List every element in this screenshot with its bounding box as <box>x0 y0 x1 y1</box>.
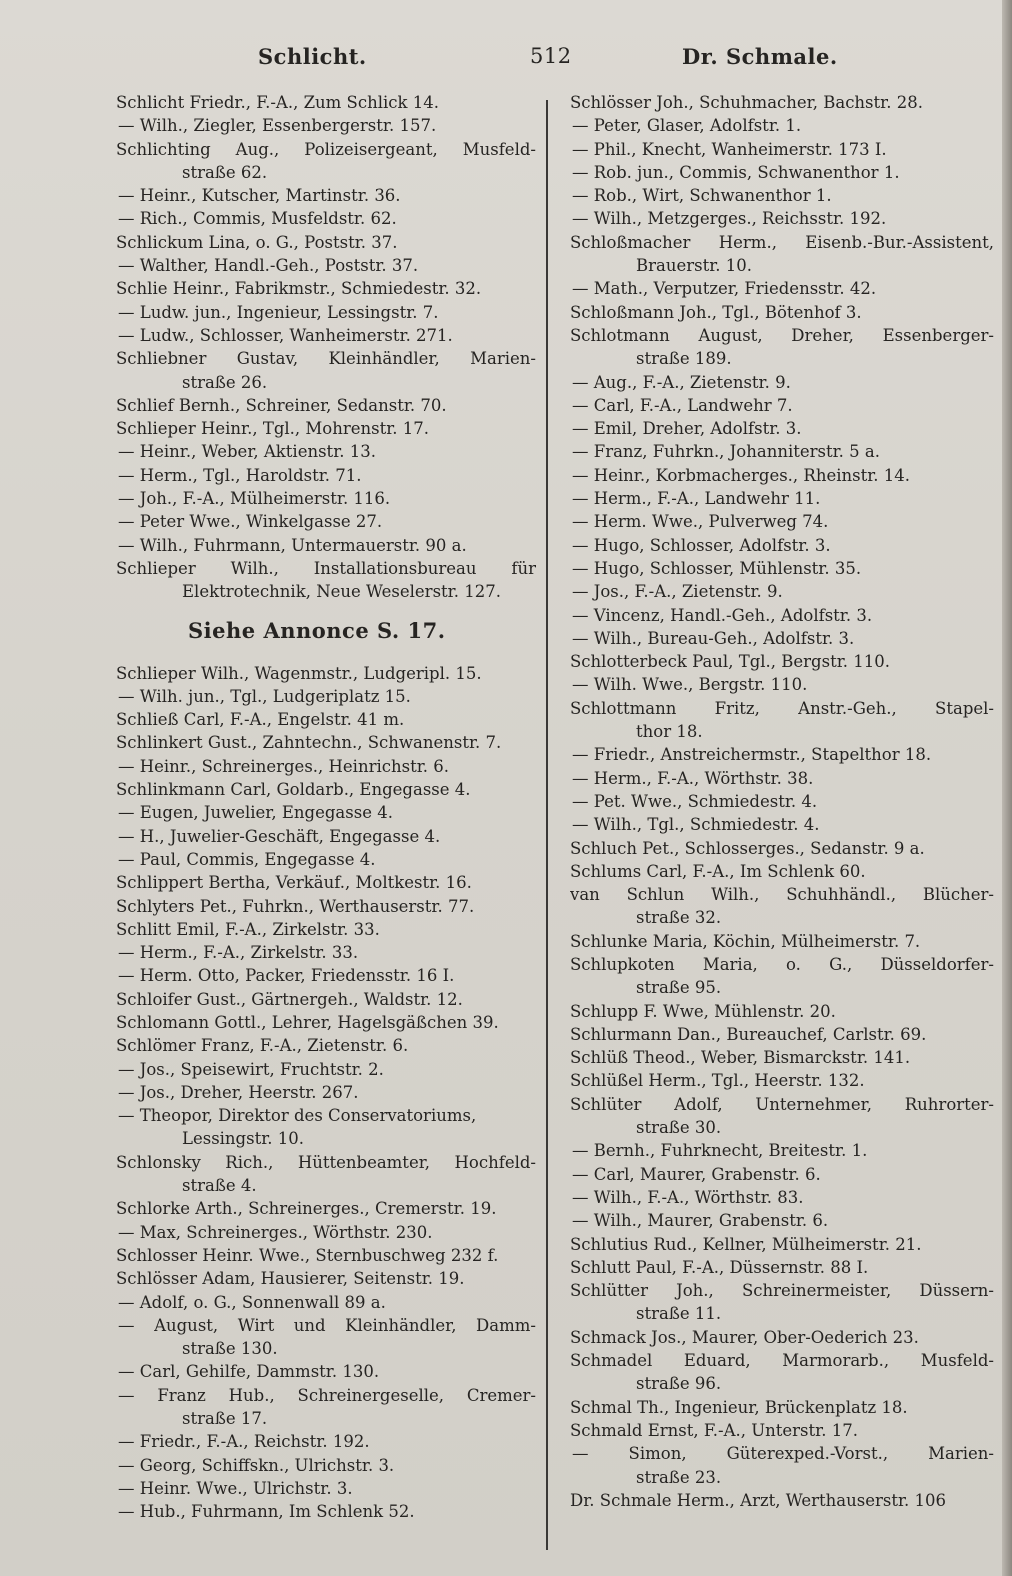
directory-subentry: — Heinr., Schreinerges., Heinrichstr. 6. <box>118 756 450 776</box>
directory-subentry: — Friedr., Anstreichermstr., Stapelthor 18. <box>572 745 932 765</box>
directory-subentry: — Max, Schreinerges., Wörthstr. 230. <box>118 1222 433 1242</box>
directory-entry: Schlutius Rud., Kellner, Mülheimerstr. 21. <box>570 1234 922 1254</box>
directory-subentry: — Peter, Glaser, Adolfstr. 1. <box>572 116 802 136</box>
directory-entry: Schlotmann August, Dreher, Essenberger- <box>570 325 994 345</box>
directory-subentry: — Herm., Tgl., Haroldstr. 71. <box>118 465 362 485</box>
directory-subentry: — Hub., Fuhrmann, Im Schlenk 52. <box>118 1502 415 1522</box>
entry-continuation: straße 11. <box>636 1304 722 1324</box>
entry-continuation: straße 30. <box>636 1118 722 1138</box>
directory-entry: Schlunke Maria, Köchin, Mülheimerstr. 7. <box>570 931 921 951</box>
page-number: 512 <box>530 44 572 68</box>
directory-subentry: — Ludw. jun., Ingenieur, Lessingstr. 7. <box>118 302 439 322</box>
directory-subentry: — Carl, F.-A., Landwehr 7. <box>572 395 793 415</box>
directory-entry: Schlitt Emil, F.-A., Zirkelstr. 33. <box>116 919 380 939</box>
directory-subentry: — Franz Hub., Schreinergeselle, Cremer- <box>118 1385 536 1405</box>
right-column <box>570 91 994 1512</box>
directory-entry: Schlums Carl, F.-A., Im Schlenk 60. <box>570 861 866 881</box>
directory-subentry: — Heinr., Korbmacherges., Rheinstr. 14. <box>572 465 911 485</box>
directory-subentry: — Adolf, o. G., Sonnenwall 89 a. <box>118 1292 386 1312</box>
directory-subentry: — Phil., Knecht, Wanheimerstr. 173 I. <box>572 139 887 159</box>
entry-continuation: straße 23. <box>636 1467 722 1487</box>
page-edge-shadow <box>1002 0 1012 1576</box>
directory-subentry: — Hugo, Schlosser, Mühlenstr. 35. <box>572 558 862 578</box>
directory-subentry: — Walther, Handl.-Geh., Poststr. 37. <box>118 256 419 276</box>
directory-entry: Schluch Pet., Schlosserges., Sedanstr. 9 a. <box>570 838 925 858</box>
directory-entry: Schlotterbeck Paul, Tgl., Bergstr. 110. <box>570 652 891 672</box>
directory-subentry: — Ludw., Schlosser, Wanheimerstr. 271. <box>118 325 453 345</box>
entry-continuation: Elektrotechnik, Neue Weselerstr. 127. <box>182 582 501 602</box>
directory-entry: Schliebner Gustav, Kleinhändler, Marien- <box>116 349 536 369</box>
directory-subentry: — Vincenz, Handl.-Geh., Adolfstr. 3. <box>572 605 873 625</box>
entry-continuation: straße 96. <box>636 1374 722 1394</box>
directory-subentry: — H., Juwelier-Geschäft, Engegasse 4. <box>118 826 441 846</box>
directory-entry: Schlyters Pet., Fuhrkn., Werthauserstr. 77. <box>116 896 475 916</box>
directory-subentry: — Jos., Speisewirt, Fruchtstr. 2. <box>118 1059 384 1079</box>
directory-entry: Schlösser Joh., Schuhmacher, Bachstr. 28. <box>570 93 923 112</box>
entry-continuation: straße 32. <box>636 908 722 928</box>
directory-subentry: — Pet. Wwe., Schmiedestr. 4. <box>572 791 818 811</box>
directory-subentry: — Math., Verputzer, Friedensstr. 42. <box>572 279 877 299</box>
directory-subentry: — Jos., Dreher, Heerstr. 267. <box>118 1082 359 1102</box>
directory-entry: Schlösser Adam, Hausierer, Seitenstr. 19. <box>116 1269 465 1289</box>
directory-subentry: — Franz, Fuhrkn., Johanniterstr. 5 a. <box>572 442 880 462</box>
directory-subentry: — Wilh., Bureau-Geh., Adolfstr. 3. <box>572 628 855 648</box>
directory-subentry: — Georg, Schiffskn., Ulrichstr. 3. <box>118 1455 395 1475</box>
directory-entry: Schlinkert Gust., Zahntechn., Schwanenstr. 7. <box>116 733 502 753</box>
directory-entry: Schließ Carl, F.-A., Engelstr. 41 m. <box>116 710 405 730</box>
directory-subentry: — Emil, Dreher, Adolfstr. 3. <box>572 419 802 439</box>
directory-subentry: — Rob., Wirt, Schwanenthor 1. <box>572 186 832 206</box>
directory-subentry: — Bernh., Fuhrknecht, Breitestr. 1. <box>572 1141 868 1161</box>
directory-entry: Schlonsky Rich., Hüttenbeamter, Hochfeld- <box>116 1152 536 1172</box>
directory-subentry: — Heinr. Wwe., Ulrichstr. 3. <box>118 1478 353 1498</box>
directory-entry: Schlüßel Herm., Tgl., Heerstr. 132. <box>570 1071 865 1091</box>
entry-continuation: straße 4. <box>182 1176 257 1196</box>
directory-entry: Schlupkoten Maria, o. G., Düsseldorfer- <box>570 954 994 974</box>
directory-subentry: — Rich., Commis, Musfeldstr. 62. <box>118 209 397 229</box>
directory-subentry: — August, Wirt und Kleinhändler, Damm- <box>118 1315 536 1335</box>
directory-subentry: — Joh., F.-A., Mülheimerstr. 116. <box>118 489 391 509</box>
directory-entry: Schloifer Gust., Gärtnergeh., Waldstr. 12. <box>116 989 463 1009</box>
directory-entry: Schlieper Wilh., Wagenmstr., Ludgeripl. 15. <box>116 663 482 683</box>
directory-entry: Schlippert Bertha, Verkäuf., Moltkestr. 16. <box>116 873 472 893</box>
directory-entry: Schlief Bernh., Schreiner, Sedanstr. 70. <box>116 395 447 415</box>
directory-entry: Schmald Ernst, F.-A., Unterstr. 17. <box>570 1420 858 1440</box>
directory-subentry: — Simon, Güterexped.-Vorst., Marien- <box>572 1444 994 1464</box>
directory-subentry: — Wilh., Maurer, Grabenstr. 6. <box>572 1211 829 1231</box>
entry-continuation: straße 189. <box>636 349 732 369</box>
directory-entry: Schlosser Heinr. Wwe., Sternbuschweg 232 f. <box>116 1245 499 1265</box>
directory-subentry: — Herm. Otto, Packer, Friedensstr. 16 I. <box>118 966 455 986</box>
directory-subentry: — Herm., F.-A., Landwehr 11. <box>572 489 821 509</box>
column-divider <box>546 100 548 1550</box>
directory-entry: Schlickum Lina, o. G., Poststr. 37. <box>116 232 398 252</box>
directory-entry: Schloßmacher Herm., Eisenb.-Bur.-Assistent, <box>570 232 994 252</box>
directory-subentry: — Carl, Maurer, Grabenstr. 6. <box>572 1164 821 1184</box>
directory-subentry: — Wilh., Tgl., Schmiedestr. 4. <box>572 815 820 835</box>
entry-continuation: Brauerstr. 10. <box>636 256 753 276</box>
directory-subentry: — Heinr., Kutscher, Martinstr. 36. <box>118 186 401 206</box>
directory-subentry: — Paul, Commis, Engegasse 4. <box>118 849 376 869</box>
directory-entry: Schlütter Joh., Schreinermeister, Düssern- <box>570 1281 994 1301</box>
directory-entry: Schloßmann Joh., Tgl., Bötenhof 3. <box>570 302 862 322</box>
running-head-right: Dr. Schmale. <box>682 44 838 69</box>
directory-subentry: — Wilh. Wwe., Bergstr. 110. <box>572 675 808 695</box>
directory-entry: Schlomann Gottl., Lehrer, Hagelsgäßchen 39. <box>116 1012 499 1032</box>
running-head-left: Schlicht. <box>258 44 367 69</box>
entry-continuation: straße 17. <box>182 1409 268 1429</box>
directory-entry: Schlutt Paul, F.-A., Düssernstr. 88 I. <box>570 1257 869 1277</box>
entry-continuation: Lessingstr. 10. <box>182 1129 305 1149</box>
directory-subentry: — Herm. Wwe., Pulverweg 74. <box>572 512 829 532</box>
directory-subentry: — Hugo, Schlosser, Adolfstr. 3. <box>572 535 831 555</box>
directory-subentry: — Wilh., Metzgerges., Reichsstr. 192. <box>572 209 887 229</box>
directory-entry: Schlorke Arth., Schreinerges., Cremerstr. 19. <box>116 1199 497 1219</box>
directory-subentry: — Wilh. jun., Tgl., Ludgeriplatz 15. <box>118 686 411 706</box>
directory-entry: Schlottmann Fritz, Anstr.-Geh., Stapel- <box>570 698 994 718</box>
directory-subentry: — Aug., F.-A., Zietenstr. 9. <box>572 372 791 392</box>
directory-subentry: — Wilh., Fuhrmann, Untermauerstr. 90 a. <box>118 535 467 555</box>
directory-entry: Dr. Schmale Herm., Arzt, Werthauserstr. 106 <box>570 1490 947 1510</box>
directory-subentry: — Wilh., F.-A., Wörthstr. 83. <box>572 1187 804 1207</box>
entry-continuation: straße 62. <box>182 162 268 182</box>
directory-subentry: — Herm., F.-A., Zirkelstr. 33. <box>118 943 359 963</box>
directory-entry: Schlieper Wilh., Installationsbureau für <box>116 558 536 578</box>
directory-entry: Schmack Jos., Maurer, Ober-Oederich 23. <box>570 1327 919 1347</box>
directory-subentry: — Jos., F.-A., Zietenstr. 9. <box>572 582 783 602</box>
directory-subentry: — Peter Wwe., Winkelgasse 27. <box>118 512 383 532</box>
directory-subentry: — Carl, Gehilfe, Dammstr. 130. <box>118 1362 380 1382</box>
directory-entry: Schmadel Eduard, Marmorarb., Musfeld- <box>570 1351 994 1371</box>
directory-subentry: — Friedr., F.-A., Reichstr. 192. <box>118 1432 370 1452</box>
left-column <box>116 91 536 1524</box>
directory-entry: Schlüter Adolf, Unternehmer, Ruhrorter- <box>570 1094 994 1114</box>
entry-continuation: straße 26. <box>182 372 268 392</box>
directory-entry: Schlupp F. Wwe, Mühlenstr. 20. <box>570 1001 836 1021</box>
directory-entry: Schlüß Theod., Weber, Bismarckstr. 141. <box>570 1048 911 1068</box>
directory-entry: Schlie Heinr., Fabrikmstr., Schmiedestr. 32. <box>116 279 482 299</box>
directory-subentry: — Rob. jun., Commis, Schwanenthor 1. <box>572 162 900 182</box>
entry-continuation: straße 95. <box>636 978 722 998</box>
directory-entry: Schmal Th., Ingenieur, Brückenplatz 18. <box>570 1397 908 1417</box>
directory-entry: van Schlun Wilh., Schuhhändl., Blücher- <box>570 885 994 905</box>
directory-subentry: — Herm., F.-A., Wörthstr. 38. <box>572 768 814 788</box>
entry-continuation: straße 130. <box>182 1339 278 1359</box>
directory-entry: Schlicht Friedr., F.-A., Zum Schlick 14. <box>116 93 439 112</box>
annonce-reference: Siehe Annonce S. 17. <box>188 617 446 643</box>
directory-subentry: — Theopor, Direktor des Conservatoriums, <box>118 1106 477 1126</box>
directory-subentry: — Wilh., Ziegler, Essenbergerstr. 157. <box>118 116 437 136</box>
directory-entry: Schlömer Franz, F.-A., Zietenstr. 6. <box>116 1036 409 1056</box>
directory-entry: Schlieper Heinr., Tgl., Mohrenstr. 17. <box>116 419 430 439</box>
directory-entry: Schlichting Aug., Polizeisergeant, Musfeld- <box>116 139 536 159</box>
directory-entry: Schlinkmann Carl, Goldarb., Engegasse 4. <box>116 780 471 800</box>
entry-continuation: thor 18. <box>636 722 703 742</box>
directory-subentry: — Eugen, Juwelier, Engegasse 4. <box>118 803 393 823</box>
directory-subentry: — Heinr., Weber, Aktienstr. 13. <box>118 442 376 462</box>
directory-entry: Schlurmann Dan., Bureauchef, Carlstr. 69. <box>570 1024 927 1044</box>
